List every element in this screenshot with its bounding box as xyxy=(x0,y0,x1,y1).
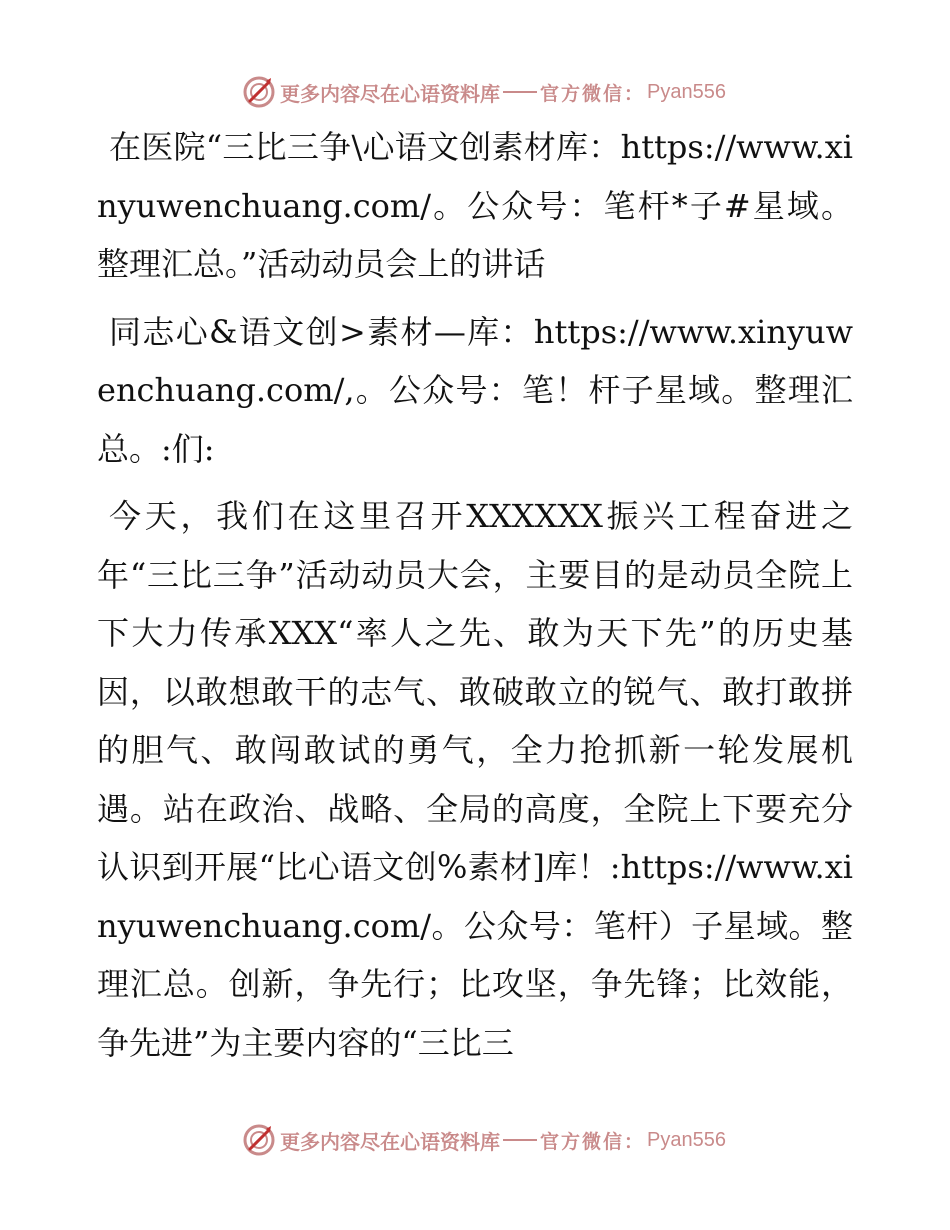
footer-watermark-banner xyxy=(0,1120,950,1160)
footer-watermark-official: 官方微信： xyxy=(540,1130,646,1153)
body-paragraph: 今天，我们在这里召开XXXXXX振兴工程奋进之年“三比三争”活动动员大会，主要目的是动员全院上下大力传承XXX“率人之先、敢为天下先”的历史基因，以敢想敢干的志气、敢破敢立的锐气、敢打敢拼的胆气、敢闯敢试的勇气，全力抢抓新一轮发展机遇。站在政治、战略、全局的高度，全院上下要充分认识到开展“比心语文创%素材]库！:https://www.xinyuwenchuang.com/。公众号：笔杆）子星域。整理汇总。创新，争先行；比攻坚，争先锋；比效能，争先进”为主要内容的“三比三 xyxy=(97,497,853,1062)
header-watermark xyxy=(242,75,726,109)
header-watermark-official: 官方微信： xyxy=(540,82,646,105)
brand-logo-icon xyxy=(242,1123,276,1157)
document-title-paragraph: 在医院“三比三争\心语文创素材库：https://www.xinyuwenchuang.com/。公众号：笔杆*子#星域。整理汇总。”活动动员会上的讲话 xyxy=(97,128,853,283)
header-watermark-banner xyxy=(0,72,950,112)
header-watermark-dash xyxy=(503,91,537,93)
footer-watermark-wechat-id: Pyan556 xyxy=(647,1128,726,1151)
footer-watermark xyxy=(242,1123,726,1157)
footer-watermark-text: 更多内容尽在心语资料库 xyxy=(280,1129,500,1154)
brand-logo-icon xyxy=(242,75,276,109)
header-watermark-wechat-id: Pyan556 xyxy=(647,80,726,103)
document-body xyxy=(97,118,853,1081)
salutation-paragraph: 同志心&语文创>素材—库：https://www.xinyuwenchuang.com/,。公众号：笔！杆子星域。整理汇总。:们: xyxy=(97,312,853,468)
footer-watermark-dash xyxy=(503,1139,537,1141)
header-watermark-text: 更多内容尽在心语资料库 xyxy=(280,81,500,106)
